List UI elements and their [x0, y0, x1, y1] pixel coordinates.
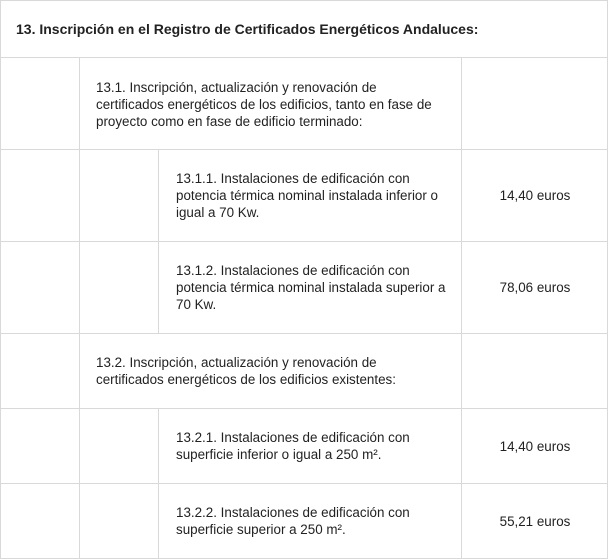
- group-row: [0, 57, 608, 149]
- fee-item-price: 55,21 euros: [499, 514, 571, 529]
- fee-item-price: 78,06 euros: [499, 280, 571, 295]
- fee-item-label: 13.2.2. Instalaciones de edificación con superficie superior a 250 m².: [176, 505, 410, 537]
- fee-item-row: [0, 408, 608, 483]
- fee-item-price: 14,40 euros: [499, 188, 571, 203]
- section-header-row: [0, 0, 608, 57]
- fee-item-row: [0, 149, 608, 241]
- fee-item-price: 14,40 euros: [499, 439, 571, 454]
- group-row: [0, 333, 608, 408]
- section-title: 13. Inscripción en el Registro de Certificados Energéticos Andaluces:: [16, 21, 479, 37]
- fee-item-row: [0, 483, 608, 559]
- group-label: 13.1. Inscripción, actualización y renovación de certificados energéticos de los edificios, tanto en fase de proyecto como en fase de edificio terminado:: [96, 80, 432, 129]
- fee-item-label: 13.1.2. Instalaciones de edificación con potencia térmica nominal instalada superior a 70 Kw.: [176, 263, 446, 312]
- fee-item-label: 13.2.1. Instalaciones de edificación con superficie inferior o igual a 250 m².: [176, 430, 410, 462]
- fee-item-row: [0, 241, 608, 333]
- group-label: 13.2. Inscripción, actualización y renovación de certificados energéticos de los edificios existentes:: [96, 355, 396, 387]
- fee-item-label: 13.1.1. Instalaciones de edificación con potencia térmica nominal instalada inferior o igual a 70 Kw.: [176, 171, 439, 220]
